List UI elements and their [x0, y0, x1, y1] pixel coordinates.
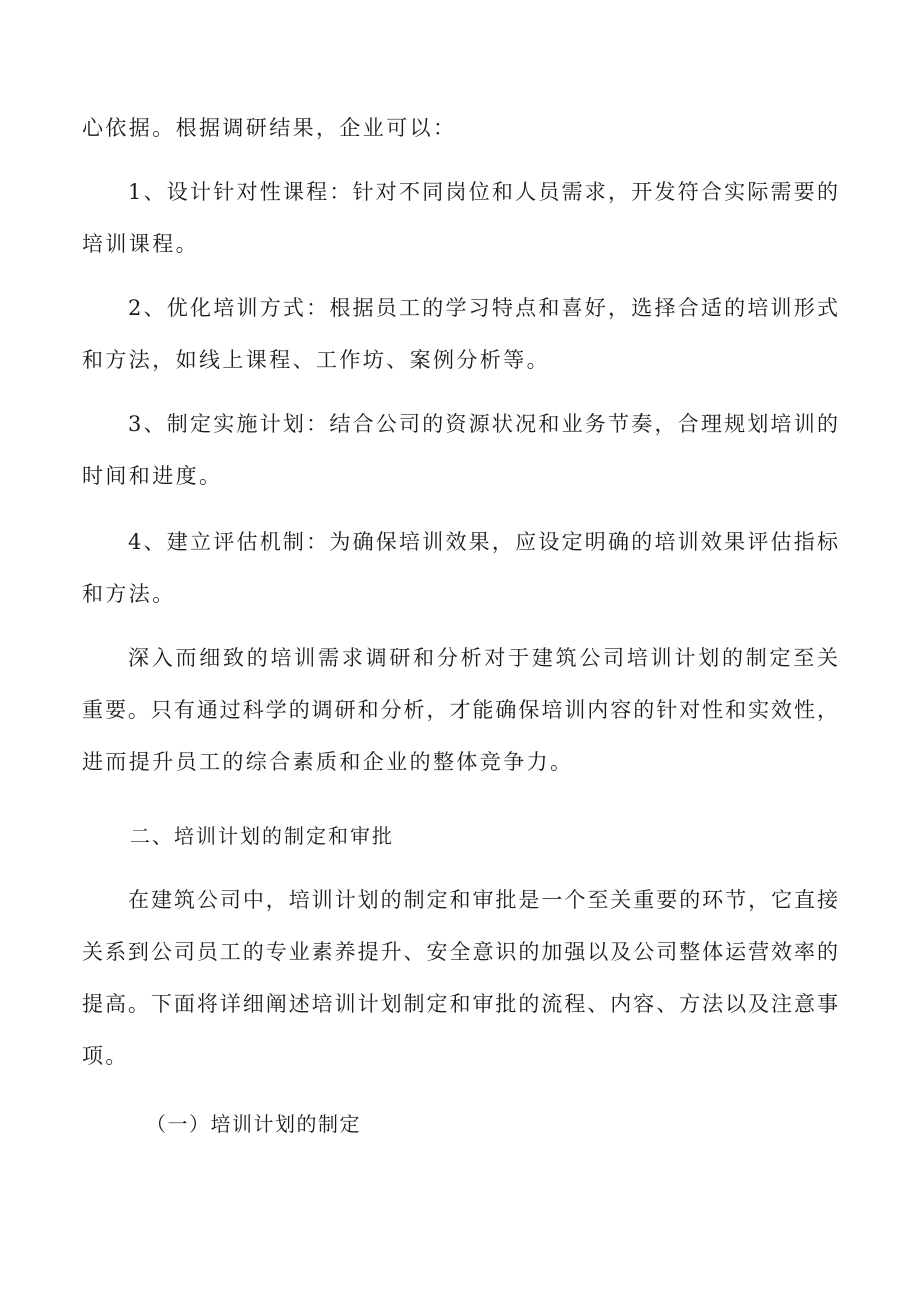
summary-paragraph-line-1: 深入而细致的培训需求调研和分析对于建筑公司培训计划的制定至关 [128, 646, 838, 670]
subsection-heading: （一）培训计划的制定 [146, 1112, 361, 1136]
section-heading: 二、培训计划的制定和审批 [130, 824, 394, 848]
summary-paragraph-line-3: 进而提升员工的综合素质和企业的整体竞争力。 [82, 750, 574, 774]
intro-paragraph-line-4: 项。 [82, 1044, 129, 1068]
paragraph-line: 心依据。根据调研结果，企业可以： [82, 116, 457, 140]
list-item-3-line-1: 3、制定实施计划：结合公司的资源状况和业务节奏，合理规划培训的 [128, 412, 838, 436]
list-item-2-line-1: 2、优化培训方式：根据员工的学习特点和喜好，选择合适的培训形式 [128, 296, 838, 320]
intro-paragraph-line-3: 提高。下面将详细阐述培训计划制定和审批的流程、内容、方法以及注意事 [82, 992, 838, 1016]
list-item-4-line-2: 和方法。 [82, 582, 176, 606]
intro-paragraph-line-1: 在建筑公司中，培训计划的制定和审批是一个至关重要的环节，它直接 [128, 888, 838, 912]
list-item-4-line-1: 4、建立评估机制：为确保培训效果，应设定明确的培训效果评估指标 [128, 530, 838, 554]
list-item-2-line-2: 和方法，如线上课程、工作坊、案例分析等。 [82, 348, 550, 372]
list-item-1-line-2: 培训课程。 [82, 232, 199, 256]
list-item-3-line-2: 时间和进度。 [82, 464, 223, 488]
list-item-1-line-1: 1、设计针对性课程：针对不同岗位和人员需求，开发符合实际需要的 [128, 180, 838, 204]
summary-paragraph-line-2: 重要。只有通过科学的调研和分析，才能确保培训内容的针对性和实效性， [82, 698, 838, 722]
intro-paragraph-line-2: 关系到公司员工的专业素养提升、安全意识的加强以及公司整体运营效率的 [82, 940, 838, 964]
